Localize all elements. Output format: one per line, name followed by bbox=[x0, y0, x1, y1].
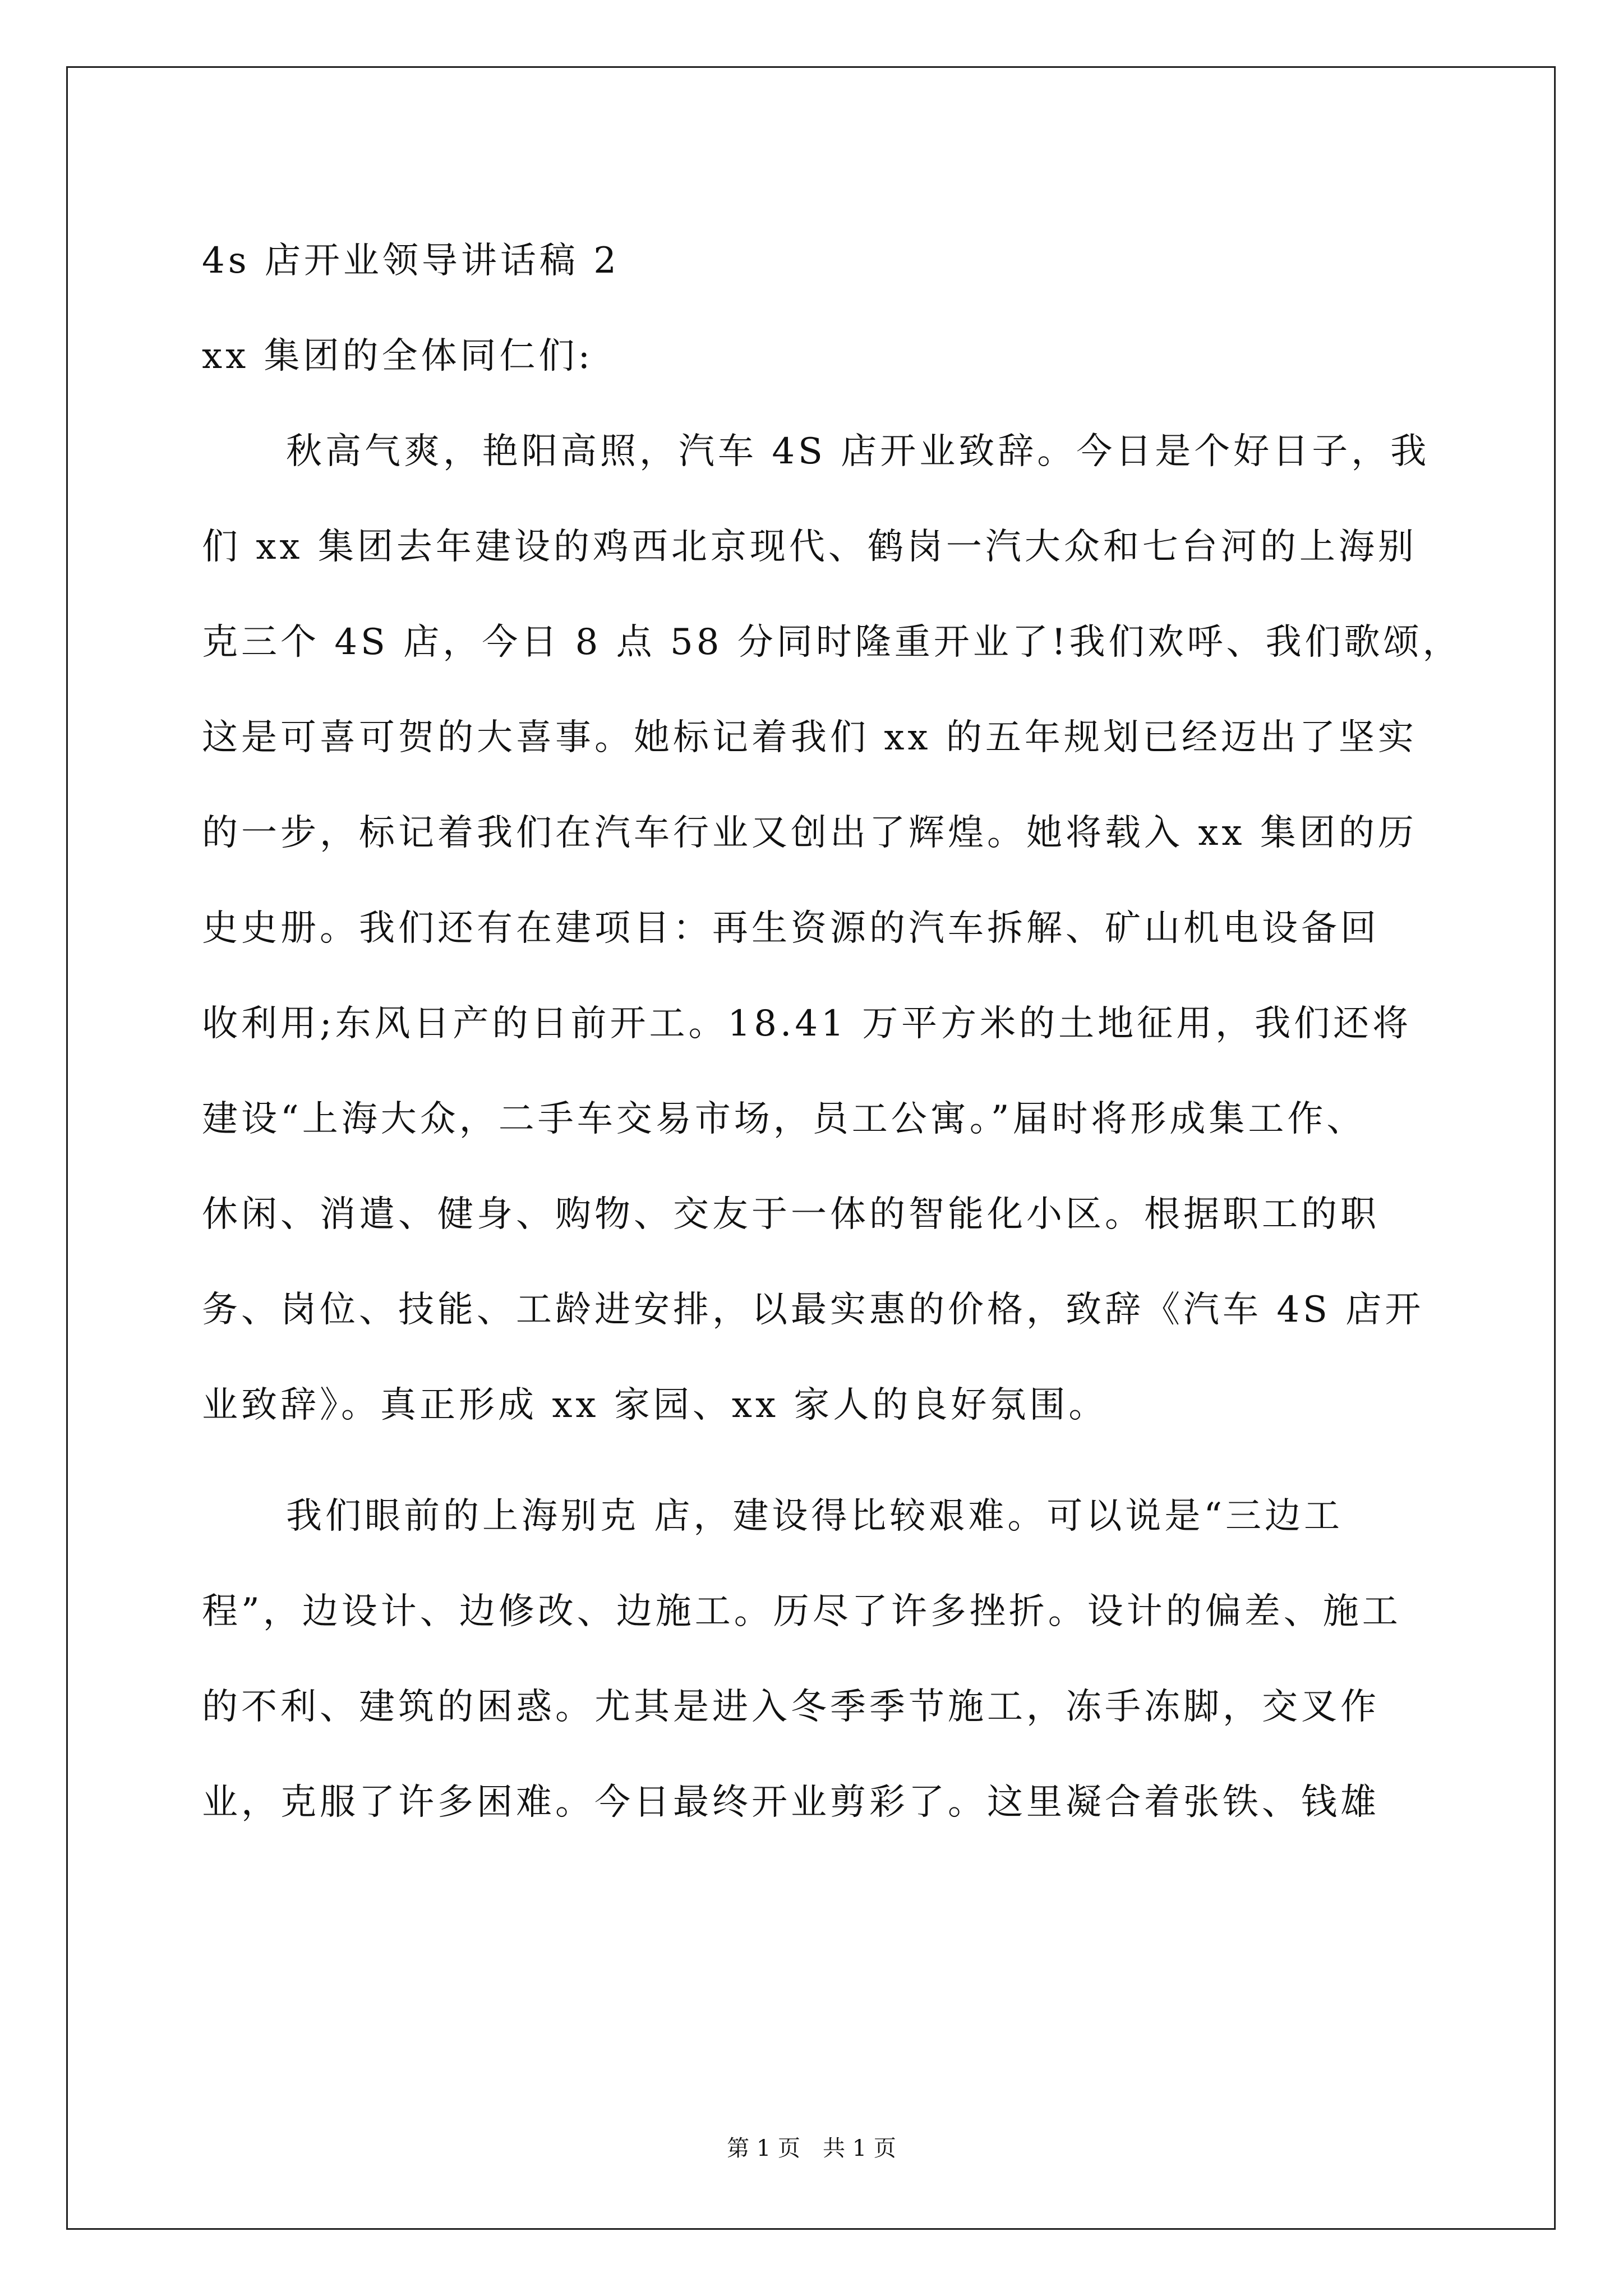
salutation: xx 集团的全体同仁们: bbox=[202, 335, 594, 377]
paragraph-line: 业，克服了许多困难。今日最终开业剪彩了。这里凝合着张铁、钱雄 bbox=[202, 1782, 1380, 1823]
paragraph-line: 我们眼前的上海别克 店，建设得比较艰难。可以说是“三边工 bbox=[286, 1496, 1344, 1537]
paragraph-line: 史史册。我们还有在建项目：再生资源的汽车拆解、矿山机电设备回 bbox=[202, 908, 1380, 949]
paragraph-line: 的不利、建筑的困惑。尤其是进入冬季季节施工，冻手冻脚，交叉作 bbox=[202, 1686, 1380, 1728]
paragraph-line: 务、岗位、技能、工龄进安排，以最实惠的价格，致辞《汽车 4S 店开 bbox=[202, 1289, 1424, 1331]
paragraph-line: 克三个 4S 店，今日 8 点 58 分同时隆重开业了!我们欢呼、我们歌颂， bbox=[202, 622, 1462, 663]
paragraph-line: 业致辞》。真正形成 xx 家园、xx 家人的良好氛围。 bbox=[202, 1384, 1108, 1426]
paragraph-line: 这是可喜可贺的大喜事。她标记着我们 xx 的五年规划已经迈出了坚实 bbox=[202, 717, 1417, 758]
document-title: 4s 店开业领导讲话稿 2 bbox=[202, 240, 620, 282]
document-body bbox=[202, 213, 1464, 1850]
paragraph-line: 收利用;东风日产的日前开工。18.41 万平方米的土地征用，我们还将 bbox=[202, 1003, 1412, 1045]
paragraph-line: 程”，边设计、边修改、边施工。历尽了许多挫折。设计的偏差、施工 bbox=[202, 1591, 1401, 1632]
page-footer: 第 1 页 共 1 页 bbox=[727, 2136, 896, 2161]
paragraph-2 bbox=[202, 1469, 1464, 1850]
paragraph-line: 们 xx 集团去年建设的鸡西北京现代、鹤岗一汽大众和七台河的上海别 bbox=[202, 526, 1417, 568]
paragraph-1 bbox=[202, 404, 1464, 1453]
paragraph-line: 的一步，标记着我们在汽车行业又创出了辉煌。她将载入 xx 集团的历 bbox=[202, 812, 1417, 854]
paragraph-line: 休闲、消遣、健身、购物、交友于一体的智能化小区。根据职工的职 bbox=[202, 1194, 1380, 1235]
paragraph-line: 建设“上海大众，二手车交易市场，员工公寓。”届时将形成集工作、 bbox=[202, 1098, 1366, 1140]
paragraph-line: 秋高气爽，艳阳高照，汽车 4S 店开业致辞。今日是个好日子，我 bbox=[286, 431, 1430, 472]
